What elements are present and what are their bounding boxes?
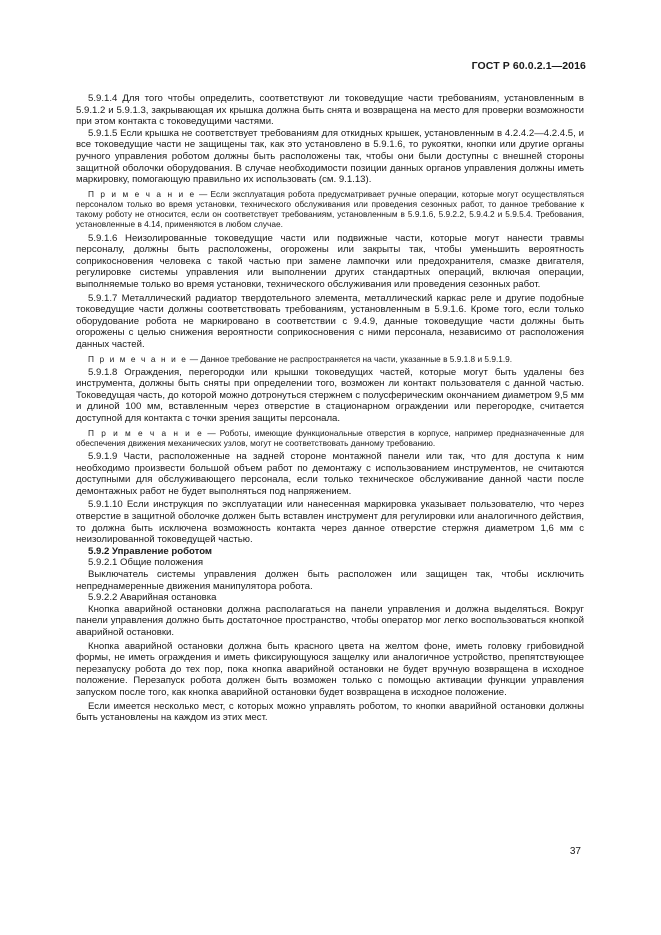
note-text: — Роботы, имеющие функциональные отверстия в корпусе, например предназначенные для обеспечения движения механических узлов, могут не соответствовать данному требованию. [76, 427, 584, 448]
body-paragraph: 5.9.1.9 Части, расположенные на задней стороне монтажной панели или так, что для доступа к ним необходимо произвести большой объем работ по демонтажу с использованием инструментов, не считаются доступными для обслуживающего персонала, если только техническое обслуживание данной части после демонтажных работ не будет выполняться под напряжением. [76, 451, 584, 497]
subsection-title: 5.9.2.2 Аварийная остановка [88, 592, 217, 604]
body-paragraph: Кнопка аварийной остановки должна быть красного цвета на желтом фоне, иметь головку грибовидной формы, не иметь ограждения и иметь фиксирующуюся защелку или аналогичное устройство, препятствующее перезапуску робота до тех пор, пока кнопка аварийной остановки не будет вручную возвращена в исходное положение. Перезапуск робота должен быть возможен только с помощью активации функции управления запуском после того, как кнопка аварийной остановки будет возвращена в исходное положение. [76, 640, 584, 698]
body-paragraph: 5.9.1.6 Неизолированные токоведущие части или подвижные части, которые могут нанести травмы персоналу, должны быть расположены, огорожены или закрыты так, чтобы уменьшить вероятность соприкосновения человека с такой частью при замене лампочки или предохранителя, смазке двигателя, регулировке системы управления или выполнении других стандартных операций, включая операции, выполняемые только во время установки, технического обслуживания или проведения сезонных работ. [76, 232, 584, 290]
body-paragraph: Если имеется несколько мест, с которых можно управлять роботом, то кнопки аварийной остановки должны быть установлены на каждом из этих мест. [76, 700, 584, 724]
section-heading: 5.9.2 Управление роботом [88, 545, 213, 557]
note-text: — Данное требование не распространяется на части, указанные в 5.9.1.8 и 5.9.1.9. [187, 353, 513, 364]
body-paragraph: Выключатель системы управления должен быть расположен или защищен так, чтобы исключить непреднамеренные движения манипулятора робота. [76, 569, 584, 592]
body-paragraph: 5.9.1.4 Для того чтобы определить, соответствуют ли токоведущие части требованиям, установленным в 5.9.1.2 и 5.9.1.3, закрывающая их крышка должна быть снята и возвращена на место для проверки возможности при этом контакта с токоведущими частями. [76, 93, 584, 128]
body-paragraph: 5.9.1.7 Металлический радиатор твердотельного элемента, металлический каркас реле и другие подобные токоведущие части должны соответствовать требованиям, установленным в 5.9.1.6. Кроме того, если только оборудование робота не маркировано в соответствии с 9.4.9, данные токоведущие части должны быть огорожены с целью снижения вероятности соприкосновения с ними персонала, независимо от расположения данных частей. [76, 292, 584, 350]
body-paragraph: 5.9.1.10 Если инструкция по эксплуатации или нанесенная маркировка указывает пользователю, что через отверстие в защитной оболочке должен быть вставлен инструмент для регулировки или аналогичного действия, то должна быть исключена возможность контакта через данное отверстие стержня диаметром 1,6 мм с неизолированной токоведущей частью. [76, 499, 584, 546]
document-id-header: ГОСТ Р 60.0.2.1—2016 [471, 60, 586, 72]
note-label: П р и м е ч а н и е [88, 427, 204, 438]
subsection-title: 5.9.2.1 Общие положения [88, 557, 204, 569]
note-paragraph [76, 428, 584, 448]
note-paragraph [76, 189, 584, 230]
document-body [76, 93, 584, 724]
note-text: — Если эксплуатация робота предусматривает ручные операции, которые могут осуществляться персоналом только во время установки, технического обслуживания или проведения сезонных работ, то данное требование к такому роботу не относится, если он соответствует требованиям, установленным в 5.9.1.6, 5.9.2.2, 5.9.4.2 и 5.9.5.4. Требования, установленные в 4.14, применяются в любом случае. [76, 188, 584, 230]
note-paragraph [76, 354, 584, 364]
page-number: 37 [569, 846, 581, 857]
body-paragraph: 5.9.1.8 Ограждения, перегородки или крышки токоведущих частей, которые могут быть удалены без инструмента, должны быть сняты при определении того, возможен ли контакт пользователя с данной частью. Токоведущая часть, до которой можно дотронуться стержнем с полусферическим окончанием диаметром 9,5 мм и длиной 100 мм, вставленным через отверстие в стационарном ограждении или перегородке, считается доступной для контакта с точки зрения защиты персонала. [76, 366, 584, 425]
body-paragraph: 5.9.1.5 Если крышка не соответствует требованиям для откидных крышек, установленным в 4.2.4.2—4.2.4.5, и все токоведущие части не защищены так, как это установлено в 5.9.1.6, то рукоятки, кнопки или другие органы ручного управления роботом должны быть расположены так, чтобы они были доступны с внешней стороны защитной оболочки оборудования. В случае необходимости позиции данных органов управления должны иметь маркировку, помогающую правильно их использовать (см. 9.1.13). [76, 127, 584, 186]
note-label: П р и м е ч а н и е [88, 353, 188, 364]
note-label: П р и м е ч а н и е [88, 188, 196, 199]
body-paragraph: Кнопка аварийной остановки должна располагаться на панели управления и должна выделяться. Вокруг панели управления должно быть достаточное пространство, чтобы оператор мог легко воспользоваться кнопкой аварийной остановки. [76, 603, 584, 638]
